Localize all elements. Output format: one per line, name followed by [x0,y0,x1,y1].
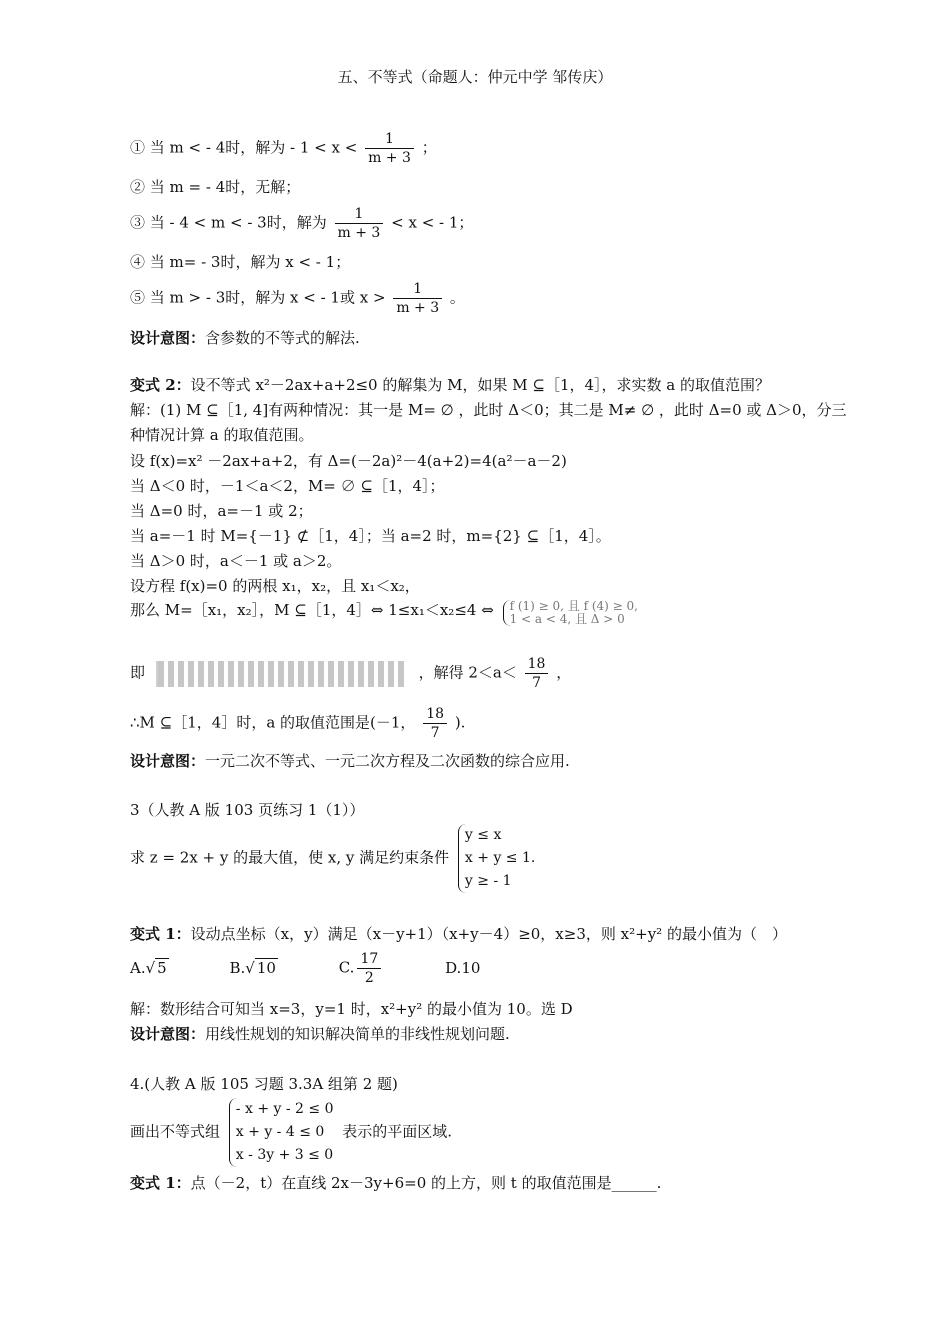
constraint-system-4: - x + y - 2 ≤ 0 x + y - 4 ≤ 0 x - 3y + 3 ≤ 0 [229,1098,334,1167]
case-3: ③ 当 - 4 < m < - 3时，解为 $\frac{1}{m + 3}$ < x < - 1； [130,206,474,241]
variant-2-step-1: 解：(1) M ⊆［1, 4]有两种情况：其一是 M= ∅ ，此时 Δ＜0；其二是 M≠ ∅ ，此时 Δ=0 或 Δ＞0，分三 [130,401,847,419]
variant-2-step-5: 当 Δ=0 时，a=－1 或 2； [130,502,313,520]
equivalence-system: f (1) ≥ 0, 且 f (4) ≥ 0, 1 < a < 4, 且 Δ > 0 [503,600,638,626]
design-intent-3: 设计意图：用线性规划的知识解决简单的非线性规划问题. [130,1025,510,1043]
case-5-fraction: $\frac{1}{m + 3}$ [393,280,442,317]
case-4: ④ 当 m= - 3时，解为 x < - 1； [130,253,351,271]
option-d: D.10 [445,958,481,977]
variant-4-question: 变式 1：点（－2，t）在直线 2x－3y+6=0 的上方，则 t 的取值范围是______. [130,1174,662,1192]
case-2: ② 当 m = - 4时，无解； [130,178,301,196]
variant-2-conclusion: ∴M ⊆［1，4］时，a 的取值范围是(－1， $\frac{18}{7}$ ). [130,706,466,741]
option-c: C. $\frac{17}{2}$ [339,950,385,987]
case-1-text: ① 当 m < - 4时，解为 - 1 < x < [130,138,358,157]
fraction-18-7-range: $\frac{18}{7}$ [423,705,447,742]
variant-2-step-10: 即 ，解得 2＜a＜ $\frac{18}{7}$ ， [130,656,572,691]
variant-2-step-2: 种情况计算 a 的取值范围。 [130,426,314,444]
option-b: B.√ 10 [229,958,276,977]
variant-3-options [130,950,536,987]
problem-4-statement: 画出不等式组 - x + y - 2 ≤ 0 x + y - 4 ≤ 0 x - 3y + 3 ≤ 0 表示的平面区域. [130,1098,452,1167]
option-a: A.√ 5 [130,958,167,977]
variant-2-step-7: 当 Δ＞0 时，a＜－1 或 a＞2。 [130,552,342,570]
problem-3-statement: 求 z = 2x + y 的最大值，使 x, y 满足约束条件 y ≤ x x + y ≤ 1. y ≥ - 1 [130,824,539,893]
variant-2-step-9: 那么 M=［x₁，x₂］，M ⊆［1，4］⇔ 1≤x₁＜x₂≤4 ⇔ f (1) ≥ 0, 且 f (4) ≥ 0, 1 < a < 4, 且 Δ > 0 [130,599,638,626]
fraction-18-7: $\frac{18}{7}$ [525,655,549,692]
case-1-fraction: $\frac{1}{m + 3}$ [365,130,414,167]
problem-4-heading: 4.(人教 A 版 105 习题 3.3A 组第 2 题) [130,1075,398,1093]
variant-2-step-4: 当 Δ＜0 时，－1＜a＜2，M= ∅ ⊆［1，4］； [130,477,445,495]
variant-2-step-8: 设方程 f(x)=0 的两根 x₁，x₂，且 x₁＜x₂， [130,577,420,595]
variant-2-step-3: 设 f(x)=x² －2ax+a+2，有 Δ=(－2a)²－4(a+2)=4(a²－a－2) [130,452,567,470]
design-intent-1: 设计意图：含参数的不等式的解法. [130,329,360,347]
variant-3-question: 变式 1：设动点坐标（x，y）满足（x－y+1）（x+y－4）≥0，x≥3，则 x²+y² 的最小值为（ ） [130,925,787,943]
design-intent-2: 设计意图：一元二次不等式、一元二次方程及二次函数的综合应用. [130,752,570,770]
constraint-system-3: y ≤ x x + y ≤ 1. y ≥ - 1 [458,824,535,893]
problem-3-heading: 3（人教 A 版 103 页练习 1（1）） [130,801,365,819]
case-5: ⑤ 当 m > - 3时，解为 x < - 1或 x > $\frac{1}{m + 3}$ 。 [130,281,465,316]
variant-2-step-6: 当 a=－1 时 M={－1} ⊄［1，4］；当 a=2 时，m={2} ⊆［1，4］。 [130,527,611,545]
blurred-formula-image [156,661,408,687]
page-title: 五、不等式（命题人：仲元中学 邹传庆） [337,68,613,86]
case-1: ① 当 m < - 4时，解为 - 1 < x < $\frac{1}{m + 3}$ ； [130,131,437,166]
variant-2-question: 变式 2：设不等式 x²－2ax+a+2≤0 的解集为 M，如果 M ⊆［1，4］，求实数 a 的取值范围？ [130,376,771,394]
variant-3-solution: 解：数形结合可知当 x=3，y=1 时，x²+y² 的最小值为 10。选 D [130,1000,573,1018]
case-3-fraction: $\frac{1}{m + 3}$ [335,205,384,242]
